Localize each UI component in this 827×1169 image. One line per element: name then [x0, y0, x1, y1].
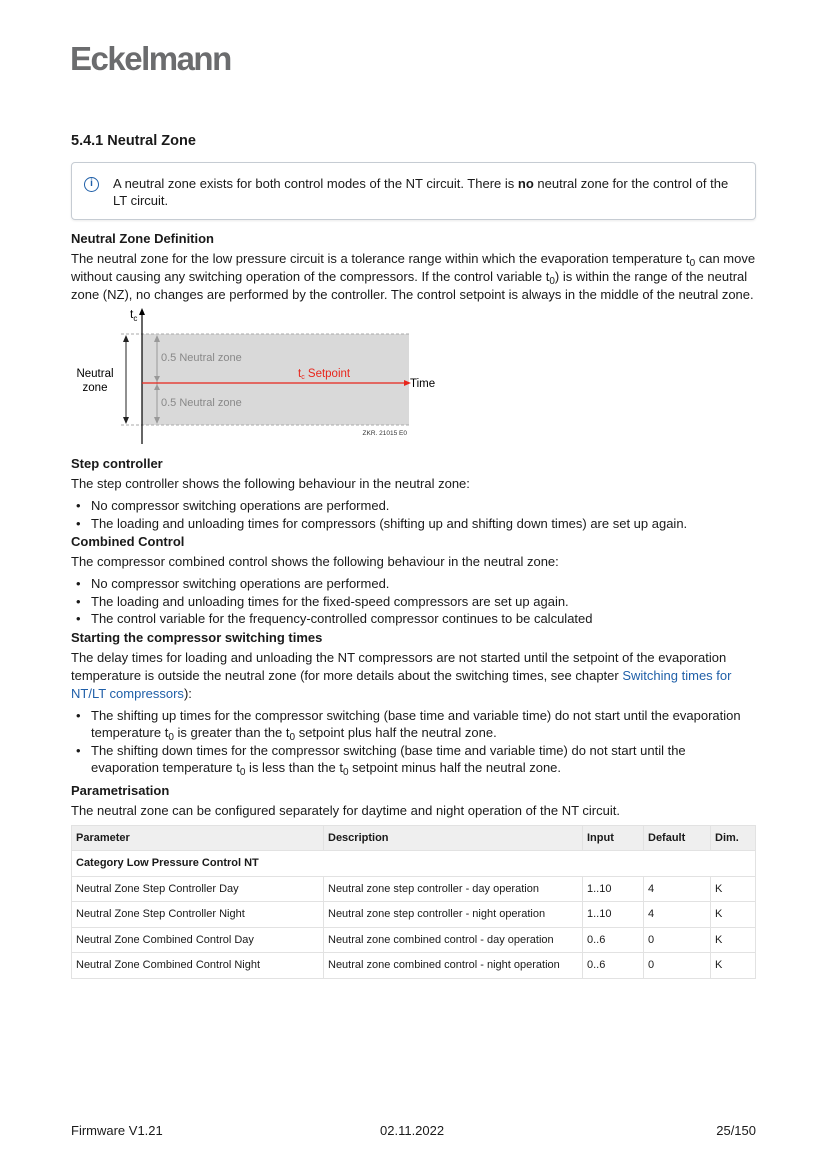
- table-row: Neutral Zone Step Controller Night Neutral zone step controller - night operation 1..10 4 K: [72, 902, 756, 928]
- info-icon: i: [84, 177, 99, 192]
- setpoint-label: tc Setpoint: [298, 368, 351, 381]
- info-text: A neutral zone exists for both control modes of the NT circuit. There is: [113, 176, 518, 191]
- page-number: 25/150: [716, 1123, 756, 1138]
- table-row: Neutral Zone Combined Control Night Neutral zone combined control - night operation 0..6 0 K: [72, 953, 756, 979]
- category-row: Category Low Pressure Control NT: [72, 851, 756, 877]
- footer-date: 02.11.2022: [380, 1123, 445, 1138]
- time-label: Time: [410, 378, 436, 390]
- table-row: Neutral Zone Step Controller Day Neutral zone step controller - day operation 1..10 4 K: [72, 876, 756, 902]
- svg-text:ZKR. 21015 E0: ZKR. 21015 E0: [362, 430, 407, 437]
- step-intro: The step controller shows the following behaviour in the neutral zone:: [71, 476, 470, 491]
- param-title: Parametrisation: [71, 782, 170, 798]
- info-bold: no: [517, 176, 534, 191]
- definition-text: The neutral zone for the low pressure circuit is a tolerance range within which the evaporation temperature $t_0$ can move without causing any switching operation of the compressors. If the control variable $t_0$) is within the range of the neutral zone (NZ), no changes are performed by the controller. The control setpoint is always in the middle of the neutral zone.: [71, 251, 756, 302]
- neutral-zone-label: Neutral: [76, 368, 114, 380]
- list-item: • No compressor switching operations are performed.: [71, 497, 756, 515]
- parameter-table: [71, 825, 756, 979]
- logo: Eckelmann: [70, 40, 231, 77]
- list-item: • No compressor switching operations are performed.: [71, 575, 756, 593]
- svg-text:tc: $t_c$: [130, 308, 138, 323]
- main-content: [71, 133, 756, 979]
- list-item: • The loading and unloading times for the fixed-speed compressors are set up again.: [71, 593, 756, 611]
- step-list: [71, 497, 756, 532]
- half-zone-lower: 0.5 Neutral zone: [161, 397, 242, 409]
- info-text-end: neutral zone for the control of the LT circuit.: [113, 176, 729, 208]
- table-row: Neutral Zone Combined Control Day Neutral zone combined control - day operation 0..6 0 K: [72, 927, 756, 953]
- starting-text: The delay times for loading and unloading the NT compressors are not started until the setpoint of the evaporation temperature is outside the neutral zone (for more details about the switching times, see chapter Switching times for NT/LT compressors):: [71, 649, 732, 701]
- list-item: • The loading and unloading times for compressors (shifting up and shifting down times) are set up again.: [71, 515, 756, 533]
- list-item: • The control variable for the frequency-controlled compressor continues to be calculated: [71, 610, 756, 628]
- section-heading: 5.4.1 Neutral Zone: [71, 133, 196, 149]
- firmware-version: Firmware V1.21: [71, 1123, 163, 1138]
- combined-list: [71, 575, 756, 628]
- table-header: Parameter Description Input Default Dim.: [72, 825, 756, 851]
- param-intro: The neutral zone can be configured separately for daytime and night operation of the NT circuit.: [71, 802, 620, 818]
- neutral-zone-area: [142, 334, 409, 425]
- starting-list: [71, 707, 756, 777]
- list-item: • The shifting up times for the compressor switching (base time and variable time) do not start until the evaporation temperature $t_0$ is greater than the $t_0$ setpoint plus half the neutral zone.: [71, 707, 756, 742]
- svg-text:zone: zone: [82, 382, 108, 394]
- neutral-zone-diagram: [71, 308, 756, 456]
- switching-times-link[interactable]: Switching times for NT/LT compressors: [71, 667, 732, 701]
- list-item: • The shifting down times for the compressor switching (base time and variable time) do not start until the evaporation temperature $t_0$ is less than the $t_0$ setpoint minus half the neutral zone.: [71, 742, 756, 777]
- half-zone-upper: 0.5 Neutral zone: [161, 352, 242, 364]
- step-title: Step controller: [71, 456, 163, 471]
- info-box: [71, 162, 756, 220]
- definition-title: Neutral Zone Definition: [71, 231, 214, 246]
- combined-intro: The compressor combined control shows the following behaviour in the neutral zone:: [71, 554, 559, 569]
- starting-title: Starting the compressor switching times: [71, 629, 323, 645]
- combined-title: Combined Control: [71, 534, 185, 549]
